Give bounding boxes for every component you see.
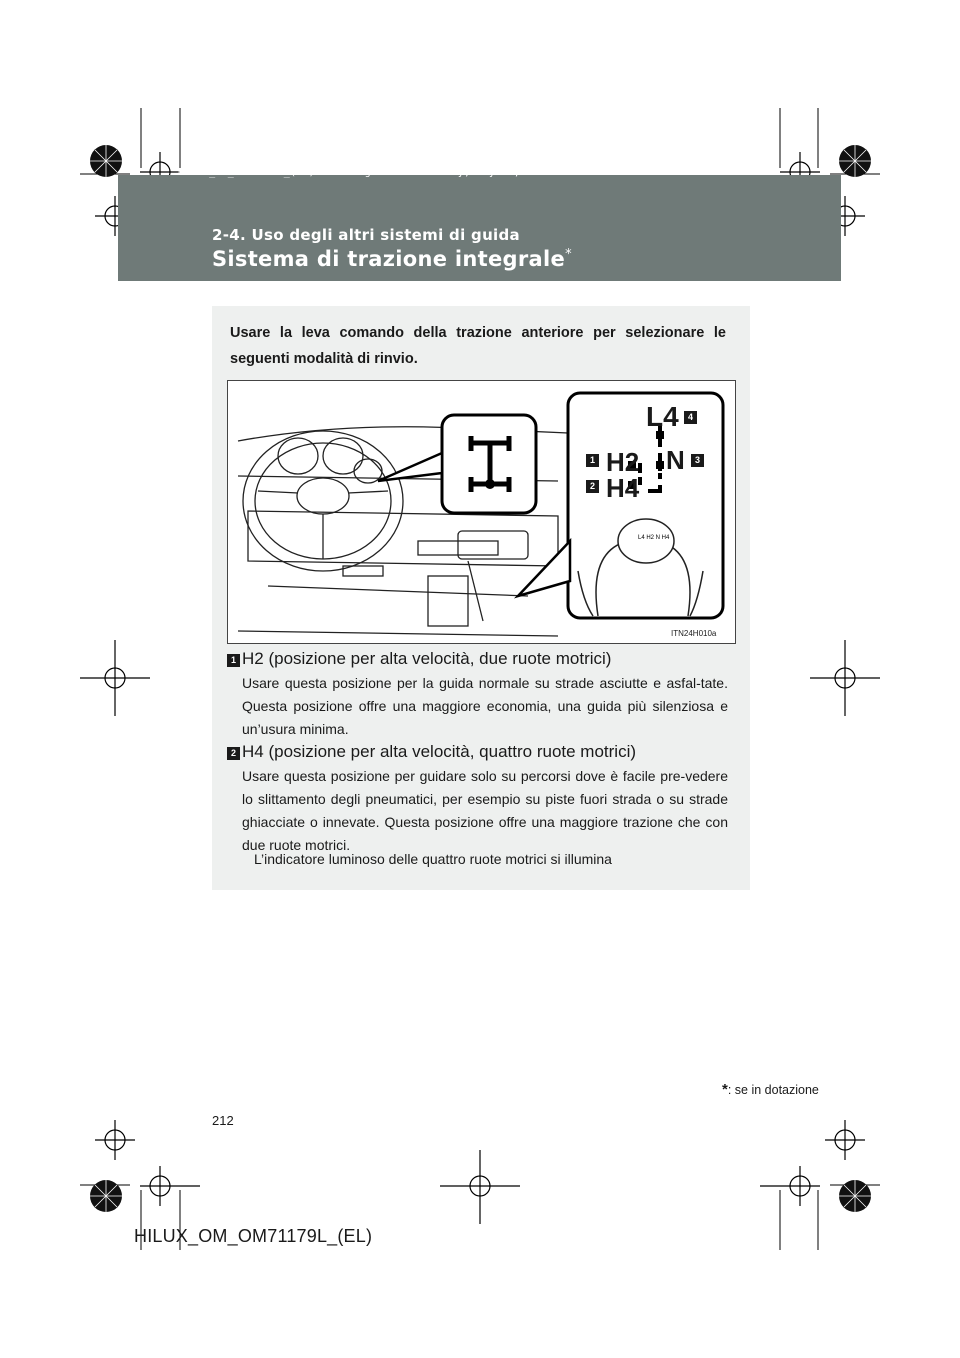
label-h2: H2 [606, 447, 640, 477]
item-note-h4: L’indicatore luminoso delle quattro ruote motrici si illumina [254, 851, 612, 867]
item-heading-h2: H2 (posizione per alta velocità, due ruote motrici) [242, 649, 612, 668]
section-title: 2-4. Uso degli altri sistemi di guida [212, 226, 520, 244]
item-text-h2: Usare questa posizione per la guida normale su strade asciutte e asfal-tate. Questa posizione offre una maggiore economia, una guida più silenziosa e un’usura minima. [242, 675, 728, 737]
book-info-line: HILUX_OM_OM71179L_(EL).book Page 212 Wednesday, May 16, 2012 11:37 AM [178, 167, 608, 178]
page-number: 212 [212, 1113, 234, 1128]
intro-text: Usare la leva comando della trazione anteriore per selezionare le seguenti modalità di rinvio. [230, 325, 726, 367]
footnote-text: : se in dotazione [727, 1083, 819, 1097]
asterisk-mark: * [565, 247, 572, 262]
page-title [212, 247, 572, 271]
page-title-text: Sistema di trazione integrale [212, 247, 566, 271]
label-l4: L4 [646, 401, 679, 432]
figure-code: ITN24H010a [671, 629, 717, 638]
label-n: N [666, 445, 685, 475]
label-h4: H4 [606, 473, 640, 503]
item-heading-h4: H4 (posizione per alta velocità, quattro ruote motrici) [242, 742, 637, 761]
svg-text:L4 H2 N H4: L4 H2 N H4 [638, 535, 670, 541]
item-text-h4: Usare questa posizione per guidare solo su percorsi dove è facile pre-vedere lo slittamento degli pneumatici, per esempio su piste fuori strada o su strade ghiacciate o innevate. Questa posizione offre una maggiore trazione che con due ruote motrici. [242, 768, 728, 853]
transfer-lever-figure [227, 380, 736, 644]
item-badge-1: 1 [227, 654, 240, 667]
footnote-asterisk: * [722, 1081, 728, 1098]
figure-badge-2: 2 [586, 480, 599, 493]
figure-badge-1: 1 [586, 454, 599, 467]
footer-doc-code: HILUX_OM_OM71179L_(EL) [134, 1226, 373, 1246]
figure-badge-4: 4 [684, 411, 697, 424]
footnote [722, 1081, 819, 1098]
figure-badge-3: 3 [691, 454, 704, 467]
item-badge-2: 2 [227, 747, 240, 760]
